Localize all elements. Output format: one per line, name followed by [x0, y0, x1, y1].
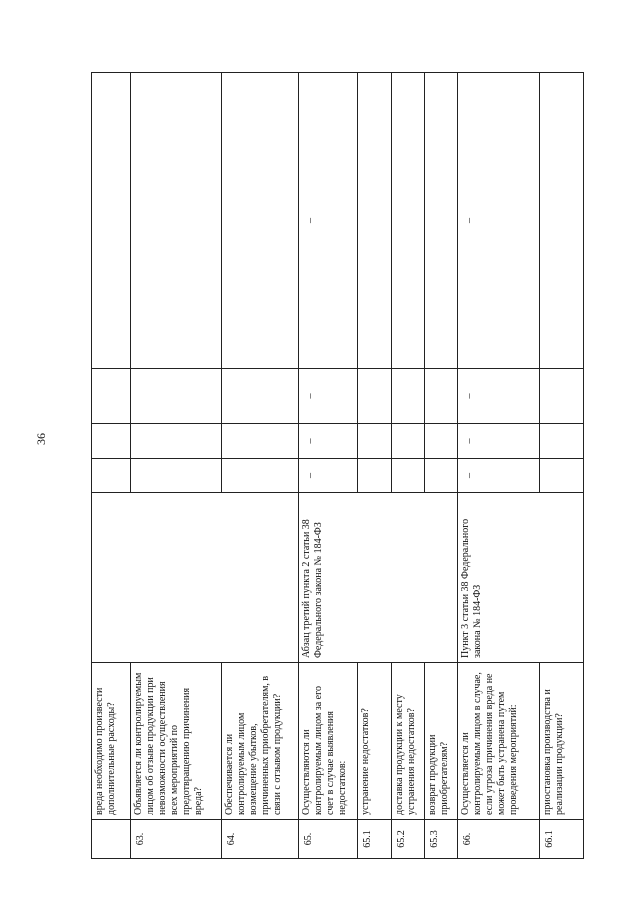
- row-cell-no: –: [458, 424, 540, 459]
- table-row: [131, 73, 222, 859]
- row-cell-no: [358, 424, 392, 459]
- table-row: [92, 73, 131, 859]
- row-cell-na: –: [299, 369, 358, 424]
- table-row: [425, 73, 458, 859]
- row-question: устранение недостатков?: [358, 663, 392, 820]
- row-cell-no: [92, 424, 131, 459]
- row-cell-yes: [425, 459, 458, 493]
- row-cell-note: [222, 73, 299, 369]
- row-cell-na: –: [458, 369, 540, 424]
- row-cell-no: [540, 424, 584, 459]
- row-question: Обеспечивается ли контролируемым лицом возмещение убытков, причиненных приобретателям, в связи с отзывом продукции?: [222, 663, 299, 820]
- row-cell-yes: [131, 459, 222, 493]
- row-cell-no: [131, 424, 222, 459]
- row-cell-no: [425, 424, 458, 459]
- row-legal-basis: Пункт 3 статьи 38 Федерального закона № 184-ФЗ: [458, 493, 584, 663]
- row-cell-na: [358, 369, 392, 424]
- row-legal-basis: Абзац третий пункта 2 статьи 38 Федерального закона № 184-ФЗ: [299, 493, 458, 663]
- row-question: Осуществляется ли контролируемым лицом в случае, если угроза причинения вреда не может быть устранена путем проведения мероприятий:: [458, 663, 540, 820]
- row-cell-note: [92, 73, 131, 369]
- row-cell-no: –: [299, 424, 358, 459]
- row-question: вреда необходимо произвести дополнительные расходы?: [92, 663, 131, 820]
- row-cell-yes: [540, 459, 584, 493]
- row-cell-yes: [92, 459, 131, 493]
- table-row: [458, 73, 540, 859]
- row-legal-basis: [92, 493, 299, 663]
- rotated-table-container: [91, 73, 583, 859]
- row-question: приостановка производства и реализации продукции?: [540, 663, 584, 820]
- row-number: 64.: [222, 820, 299, 859]
- row-question: Осуществляются ли контролируемым лицом за его счет в случае выявления недостатков:: [299, 663, 358, 820]
- row-cell-note: [358, 73, 392, 369]
- checklist-table-area: [91, 73, 583, 859]
- row-number: 65.1: [358, 820, 392, 859]
- row-cell-yes: [222, 459, 299, 493]
- row-cell-no: [222, 424, 299, 459]
- row-number: [92, 820, 131, 859]
- row-number: 65.3: [425, 820, 458, 859]
- row-cell-na: [222, 369, 299, 424]
- table-row: [299, 73, 358, 859]
- row-cell-na: [131, 369, 222, 424]
- row-cell-na: [92, 369, 131, 424]
- row-question: возврат продукции приобретателям?: [425, 663, 458, 820]
- page-number: 36: [34, 433, 48, 445]
- row-number: 66.1: [540, 820, 584, 859]
- table-row: [392, 73, 425, 859]
- table-row: [358, 73, 392, 859]
- table-row: [222, 73, 299, 859]
- row-cell-no: [392, 424, 425, 459]
- row-question: доставка продукции к месту устранения недостатков?: [392, 663, 425, 820]
- row-cell-yes: –: [299, 459, 358, 493]
- row-question: Объявляется ли контролируемым лицом об отзыве продукции при невозможности осуществления всех мероприятий по предотвращению причинения вреда?: [131, 663, 222, 820]
- row-cell-yes: [358, 459, 392, 493]
- row-number: 66.: [458, 820, 540, 859]
- row-cell-yes: –: [458, 459, 540, 493]
- checklist-table: [91, 72, 584, 859]
- row-cell-note: [540, 73, 584, 369]
- row-cell-note: –: [458, 73, 540, 369]
- row-cell-note: [131, 73, 222, 369]
- row-cell-note: –: [299, 73, 358, 369]
- row-cell-note: [425, 73, 458, 369]
- row-cell-note: [392, 73, 425, 369]
- row-cell-na: [540, 369, 584, 424]
- row-number: 65.: [299, 820, 358, 859]
- row-number: 65.2: [392, 820, 425, 859]
- table-row: [540, 73, 584, 859]
- row-cell-yes: [392, 459, 425, 493]
- row-cell-na: [392, 369, 425, 424]
- row-cell-na: [425, 369, 458, 424]
- row-number: 63.: [131, 820, 222, 859]
